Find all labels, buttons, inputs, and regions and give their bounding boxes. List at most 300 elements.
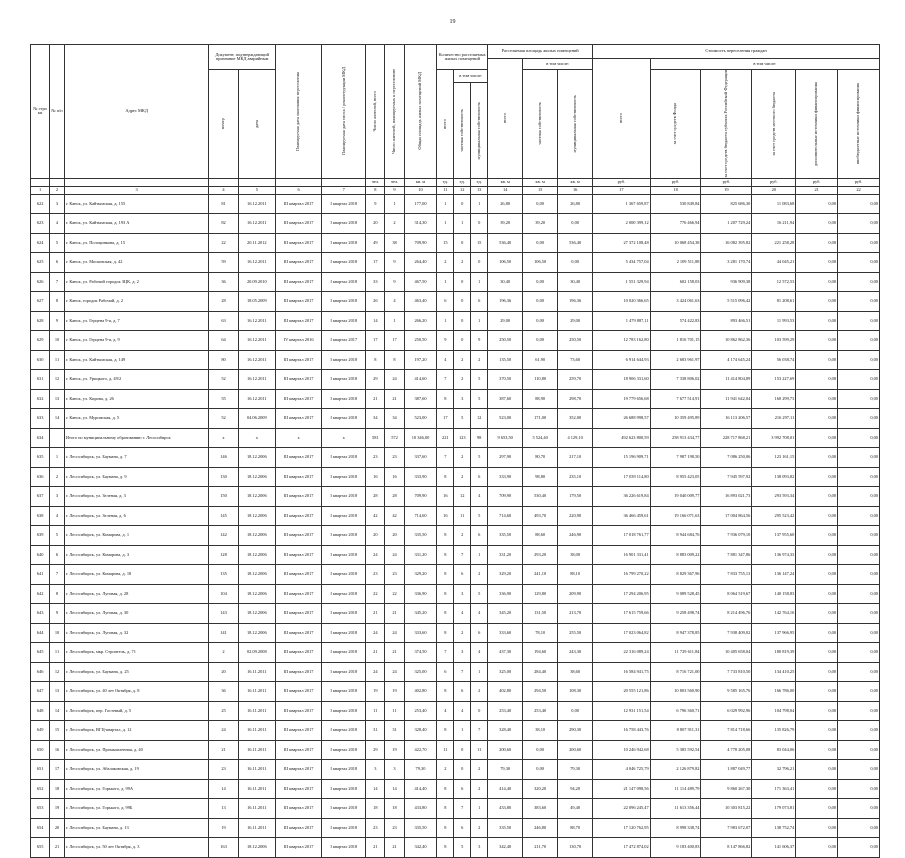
cell-cost-excess: 0,00 — [838, 760, 880, 780]
cell-cost-local: 141 606,37 — [752, 838, 796, 858]
cell-plan-end: III квартал 2017 — [275, 233, 321, 253]
cell-total-area: 345,20 — [404, 604, 437, 624]
cell-cost-excess: 0,00 — [838, 272, 880, 292]
cell-doc-date: 18.05.2009 — [238, 292, 275, 312]
cell-address: г. Лесосибирск, ул. Комарова, д. 3 — [64, 545, 209, 565]
cell-row-number: 638 — [31, 506, 50, 526]
cell-cost-total: 12 783 162,80 — [593, 331, 651, 351]
cell-total-area: 414,40 — [404, 779, 437, 799]
cell-cost-extra: 0,00 — [796, 662, 838, 682]
cell-count-private: 2 — [454, 526, 471, 546]
cell-cost-total: 22 096 245,47 — [593, 799, 651, 819]
cell-residents-plan: 2 — [385, 214, 404, 234]
cell-area-total: 253,40 — [488, 701, 523, 721]
cell-cost-fund: 8 883 009,22 — [650, 545, 701, 565]
cell-total-area: 264,40 — [404, 253, 437, 273]
cell-plan-end: III квартал 2017 — [275, 526, 321, 546]
cell-plan-demolish: I квартал 2018 — [322, 760, 366, 780]
cell-cost-fund: 9 183 400,83 — [650, 838, 701, 858]
cell-cost-regional: 936 909,38 — [701, 272, 752, 292]
cell-cost-fund: 8 947 378,85 — [650, 623, 701, 643]
cell-cost-excess: 0,00 — [838, 214, 880, 234]
cell-count-municipal: 2 — [471, 760, 488, 780]
cell-count-total: 1 — [437, 214, 454, 234]
cell-doc-date: 18.12.2006 — [238, 467, 275, 487]
cell-residents: 9 — [366, 194, 385, 214]
cell-residents: 33 — [366, 272, 385, 292]
cell-cost-regional: 4 778 205,08 — [701, 740, 752, 760]
cell-doc-date: 20.11.2012 — [238, 233, 275, 253]
cell-residents: 24 — [366, 545, 385, 565]
cell-item-number: 5 — [50, 526, 65, 546]
cell-plan-demolish: I квартал 2018 — [322, 643, 366, 663]
cell-doc-number: 14 — [209, 779, 238, 799]
cell-row-number: 647 — [31, 682, 50, 702]
cell-count-private: 4 — [454, 701, 471, 721]
cell-residents-plan: 19 — [385, 682, 404, 702]
cell-plan-demolish: I квартал 2018 — [322, 487, 366, 507]
cell-item-number: 12 — [50, 370, 65, 390]
cell-count-total: 16 — [437, 487, 454, 507]
cell-cost-extra: 0,00 — [796, 643, 838, 663]
cell-count-private: 6 — [454, 682, 471, 702]
cell-cost-regional: 7 881 347,86 — [701, 545, 752, 565]
cell-area-municipal: 4 129,10 — [558, 428, 593, 448]
cell-area-total: 196,36 — [488, 292, 523, 312]
cell-cost-total: 16 584 941,75 — [593, 662, 651, 682]
cell-count-total: 6 — [437, 292, 454, 312]
cell-address: г. Канск, ул. Полоцинкова, д. 15 — [64, 233, 209, 253]
cell-address: г. Лесосибирск, ул. Горького, д. 99Б — [64, 799, 209, 819]
cell-count-total: 8 — [437, 467, 454, 487]
cell-row-number: 628 — [31, 311, 50, 331]
cell-area-total: 200,60 — [488, 740, 523, 760]
cell-cost-total: 18 906 331,60 — [593, 370, 651, 390]
cell-cost-excess: 0,00 — [838, 506, 880, 526]
cell-cost-excess: 0,00 — [838, 448, 880, 468]
cell-residents: 49 — [366, 233, 385, 253]
table-row — [31, 760, 880, 780]
cell-doc-number: 13 — [209, 799, 238, 819]
cell-cost-total: 492 623 800,59 — [593, 428, 651, 448]
cell-area-private: 320,20 — [523, 779, 558, 799]
cell-cost-fund: 8 716 721,00 — [650, 662, 701, 682]
table-row — [31, 253, 880, 273]
cell-count-municipal: 5 — [471, 506, 488, 526]
cell-item-number: 9 — [50, 311, 65, 331]
cell-cost-regional: 7 814 718,66 — [701, 721, 752, 741]
cell-row-number: 642 — [31, 584, 50, 604]
cell-row-number: 637 — [31, 487, 50, 507]
cell-residents-plan: 14 — [385, 779, 404, 799]
cell-residents-plan: 4 — [385, 292, 404, 312]
cell-area-total: 345,20 — [488, 604, 523, 624]
cell-row-number: 640 — [31, 545, 50, 565]
cell-cost-total: 15 196 909,71 — [593, 448, 651, 468]
cell-cost-total: 19 779 656,68 — [593, 389, 651, 409]
cell-count-private: 2 — [454, 448, 471, 468]
cell-count-municipal: 1 — [471, 662, 488, 682]
table-row — [31, 740, 880, 760]
cell-count-total: 16 — [437, 506, 454, 526]
cell-plan-demolish: I квартал 2018 — [322, 506, 366, 526]
cell-area-private: 493,70 — [523, 506, 558, 526]
cell-cost-extra: 0,00 — [796, 487, 838, 507]
header-area-municipal: муниципальная собственность — [558, 70, 593, 179]
cell-doc-date: 20.09.2010 — [238, 272, 275, 292]
cell-cost-extra: 0,00 — [796, 506, 838, 526]
cell-area-total: 437,30 — [488, 643, 523, 663]
cell-plan-end: III квартал 2017 — [275, 272, 321, 292]
cell-row-number: 622 — [31, 194, 50, 214]
table-row — [31, 233, 880, 253]
cell-area-total: 250,50 — [488, 331, 523, 351]
cell-area-municipal: 108,30 — [558, 682, 593, 702]
cell-count-municipal: 9 — [471, 331, 488, 351]
cell-count-private: 0 — [454, 272, 471, 292]
cell-residents-plan: 24 — [385, 545, 404, 565]
cell-count-municipal: 98 — [471, 428, 488, 448]
cell-residents-plan: 23 — [385, 448, 404, 468]
header-residents: Число жителей, всего — [366, 45, 385, 179]
cell-cost-total: 1 551 329,94 — [593, 272, 651, 292]
cell-doc-date: 16.12.2011 — [238, 331, 275, 351]
cell-residents: 16 — [366, 467, 385, 487]
cell-count-total: 8 — [437, 721, 454, 741]
cell-address: г. Канск, ул. Кайтымская, д. 155 — [64, 194, 209, 214]
cell-cost-fund: 5 385 592,54 — [650, 740, 701, 760]
cell-item-number: 12 — [50, 662, 65, 682]
cell-area-total: 135,50 — [488, 350, 523, 370]
cell-plan-demolish: I квартал 2018 — [322, 389, 366, 409]
cell-address: г. Канск, ул. Урицкого, д. 49/2 — [64, 370, 209, 390]
cell-plan-end: III квартал 2017 — [275, 779, 321, 799]
table-row — [31, 389, 880, 409]
cell-area-municipal: 352,00 — [558, 409, 593, 429]
cell-residents: 26 — [366, 292, 385, 312]
cell-cost-fund: 6 796 360,71 — [650, 701, 701, 721]
cell-row-number: 632 — [31, 389, 50, 409]
cell-residents-plan: 9 — [385, 253, 404, 273]
cell-residents-plan: 38 — [385, 233, 404, 253]
cell-cost-regional: 4 174 645,24 — [701, 350, 752, 370]
cell-count-private: 0 — [454, 292, 471, 312]
cell-cost-local: 16 211,94 — [752, 214, 796, 234]
cell-total-area: 329,20 — [404, 565, 437, 585]
cell-count-private: 0 — [454, 311, 471, 331]
cell-residents: 23 — [366, 448, 385, 468]
cell-cost-fund: 8 944 684,76 — [650, 526, 701, 546]
cell-count-private: 6 — [454, 779, 471, 799]
cell-count-total: 8 — [437, 565, 454, 585]
cell-cost-local: 12 572,53 — [752, 272, 796, 292]
cell-plan-end: III квартал 2017 — [275, 370, 321, 390]
cell-doc-number: 146 — [209, 448, 238, 468]
cell-count-private: 1 — [454, 721, 471, 741]
resettlement-table — [30, 44, 880, 858]
cell-cost-extra: 0,00 — [796, 721, 838, 741]
cell-residents-plan: 19 — [385, 740, 404, 760]
cell-cost-fund: 19 166 071,63 — [650, 506, 701, 526]
cell-area-total: 328,40 — [488, 721, 523, 741]
cell-cost-local: 135 826,79 — [752, 721, 796, 741]
cell-total-area: 463,40 — [404, 292, 437, 312]
cell-cost-excess: 0,00 — [838, 350, 880, 370]
cell-count-municipal: 2 — [471, 682, 488, 702]
cell-row-number: 633 — [31, 409, 50, 429]
cell-area-municipal: 220,90 — [558, 506, 593, 526]
cell-cost-extra: 0,00 — [796, 448, 838, 468]
cell-cost-extra: 0,00 — [796, 233, 838, 253]
table-row — [31, 467, 880, 487]
cell-count-total: 8 — [437, 779, 454, 799]
cell-area-municipal: 196,36 — [558, 292, 593, 312]
cell-cost-regional: 8 214 496,76 — [701, 604, 752, 624]
cell-cost-local: 83 044,06 — [752, 740, 796, 760]
cell-plan-end: III квартал 2017 — [275, 292, 321, 312]
cell-item-number: 19 — [50, 799, 65, 819]
cell-doc-number: 36 — [209, 272, 238, 292]
table-row — [31, 604, 880, 624]
cell-plan-end: III квартал 2017 — [275, 721, 321, 741]
cell-residents: 18 — [366, 799, 385, 819]
cell-count-private: 0 — [454, 760, 471, 780]
cell-total-area: 422,70 — [404, 740, 437, 760]
cell-residents-plan: 3 — [385, 760, 404, 780]
cell-cost-total: 16 799 270,22 — [593, 565, 651, 585]
cell-count-private: 2 — [454, 370, 471, 390]
cell-cost-regional: 7 938 409,02 — [701, 623, 752, 643]
cell-address: г. Лесосибирск, ул. Зеленая, д. 3 — [64, 487, 209, 507]
cell-plan-end: III квартал 2017 — [275, 838, 321, 858]
cell-area-municipal: 235,10 — [558, 467, 593, 487]
cell-doc-date: 16.12.2011 — [238, 194, 275, 214]
cell-area-total: 26,80 — [488, 194, 523, 214]
cell-plan-end: III квартал 2017 — [275, 760, 321, 780]
cell-item-number: 13 — [50, 682, 65, 702]
cell-residents-plan: 34 — [385, 409, 404, 429]
cell-plan-demolish: I квартал 2018 — [322, 194, 366, 214]
cell-cost-total: 16 758 443,76 — [593, 721, 651, 741]
cell-total-area: 197,20 — [404, 350, 437, 370]
header-count-total: всего — [437, 70, 454, 179]
cell-doc-date: 16.12.2011 — [238, 311, 275, 331]
cell-cost-total: 10 020 366,65 — [593, 292, 651, 312]
cell-cost-local: 180 819,39 — [752, 643, 796, 663]
cell-area-private: 246,80 — [523, 818, 558, 838]
cell-count-municipal: 4 — [471, 643, 488, 663]
cell-count-municipal: 0 — [471, 214, 488, 234]
cell-address: г. Лесосибирск, ул. 40 лет Октября, д. 8 — [64, 682, 209, 702]
cell-area-total: 106,50 — [488, 253, 523, 273]
cell-item-number: 10 — [50, 331, 65, 351]
cell-address: г. Канск, ул. Муромская, д. 5 — [64, 409, 209, 429]
cell-cost-fund: 776 466,94 — [650, 214, 701, 234]
cell-cost-regional: 5 515 096,42 — [701, 292, 752, 312]
cell-cost-extra: 0,00 — [796, 409, 838, 429]
cell-doc-number: 24 — [209, 721, 238, 741]
cell-cost-local: 138 093,82 — [752, 467, 796, 487]
cell-count-municipal: 0 — [471, 253, 488, 273]
header-np: № п/п — [50, 45, 65, 179]
cell-area-total: 333,90 — [488, 467, 523, 487]
cell-cost-extra: 0,00 — [796, 682, 838, 702]
cell-area-private: 0,00 — [523, 760, 558, 780]
cell-area-private: 39,20 — [523, 214, 558, 234]
cell-plan-demolish: I квартал 2018 — [322, 409, 366, 429]
table-row — [31, 584, 880, 604]
cell-cost-local: 11 083,68 — [752, 194, 796, 214]
cell-row-number: 631 — [31, 370, 50, 390]
cell-total-area: 402,80 — [404, 682, 437, 702]
cell-area-private: 293,20 — [523, 545, 558, 565]
cell-cost-total: 6 914 644,93 — [593, 350, 651, 370]
table-row — [31, 506, 880, 526]
cell-plan-demolish: x — [322, 428, 366, 448]
cell-count-total: 8 — [437, 545, 454, 565]
cell-residents-plan: 24 — [385, 662, 404, 682]
cell-total-area: 709,90 — [404, 233, 437, 253]
cell-count-private: 0 — [454, 194, 471, 214]
cell-address: г. Лесосибирск, ул. Зеленая, д. 6 — [64, 506, 209, 526]
cell-item-number: 16 — [50, 740, 65, 760]
cell-area-private: 194,60 — [523, 643, 558, 663]
cell-area-private: 88,90 — [523, 389, 558, 409]
cell-doc-date: 18.12.2006 — [238, 565, 275, 585]
cell-doc-number: 21 — [209, 740, 238, 760]
cell-cost-fund: 10 068 454,38 — [650, 233, 701, 253]
cell-doc-date: 18.12.2006 — [238, 526, 275, 546]
cell-residents-plan: 23 — [385, 565, 404, 585]
cell-cost-extra: 0,00 — [796, 701, 838, 721]
cell-doc-date: 02.09.2008 — [238, 643, 275, 663]
table-row — [31, 565, 880, 585]
cell-count-total: 8 — [437, 584, 454, 604]
table-row — [31, 682, 880, 702]
cell-residents: 23 — [366, 818, 385, 838]
cell-plan-end: III квартал 2017 — [275, 682, 321, 702]
cell-count-total: 8 — [437, 682, 454, 702]
cell-cost-regional: 893 466,51 — [701, 311, 752, 331]
cell-doc-number: 128 — [209, 545, 238, 565]
cell-item-number: 20 — [50, 818, 65, 838]
cell-count-private: 7 — [454, 545, 471, 565]
cell-count-municipal: 6 — [471, 526, 488, 546]
cell-area-total: 29,00 — [488, 311, 523, 331]
cell-plan-demolish: I квартал 2018 — [322, 350, 366, 370]
cell-cost-excess: 0,00 — [838, 487, 880, 507]
cell-count-municipal: 6 — [471, 292, 488, 312]
cell-count-municipal: 3 — [471, 838, 488, 858]
cell-cost-local: 3 992 708,01 — [752, 428, 796, 448]
cell-plan-end: x — [275, 428, 321, 448]
cell-plan-end: III квартал 2017 — [275, 467, 321, 487]
cell-residents-plan: 1 — [385, 311, 404, 331]
table-row — [31, 526, 880, 546]
cell-plan-end: III квартал 2017 — [275, 623, 321, 643]
cell-row-number: 634 — [31, 428, 50, 448]
cell-cost-local: 123 161,15 — [752, 448, 796, 468]
cell-cost-excess: 0,00 — [838, 545, 880, 565]
cell-cost-local: 81 208,61 — [752, 292, 796, 312]
cell-cost-excess: 0,00 — [838, 701, 880, 721]
cell-cost-fund: 2 683 961,97 — [650, 350, 701, 370]
cell-plan-demolish: I квартал 2018 — [322, 604, 366, 624]
header-count-private: частная собственность — [454, 83, 471, 178]
cell-area-total: 333,60 — [488, 623, 523, 643]
cell-doc-number: 64 — [209, 331, 238, 351]
cell-residents: 11 — [366, 701, 385, 721]
cell-count-private: 6 — [454, 818, 471, 838]
cell-doc-date: 16.11.2011 — [238, 662, 275, 682]
cell-count-total: 7 — [437, 643, 454, 663]
cell-address: г. Лесосибирск, ул. Абалаковская, д. 19 — [64, 760, 209, 780]
cell-residents: 581 — [366, 428, 385, 448]
cell-count-private: 0 — [454, 233, 471, 253]
header-extra: дополнительные источники финансирования — [796, 70, 838, 179]
cell-address: г. Лесосибирск, ул. Бауманa, д. 13 — [64, 818, 209, 838]
cell-cost-extra: 0,00 — [796, 467, 838, 487]
cell-cost-regional: 7 945 597,92 — [701, 467, 752, 487]
cell-plan-demolish: I квартал 2018 — [322, 799, 366, 819]
cell-cost-fund: 8 998 338,74 — [650, 818, 701, 838]
header-doc-group: Документ, подтверждающий признание МКД аварийным — [209, 45, 276, 70]
cell-area-private: 78,10 — [523, 623, 558, 643]
cell-doc-number: x — [209, 428, 238, 448]
cell-cost-excess: 0,00 — [838, 818, 880, 838]
cell-area-municipal: 88,70 — [558, 818, 593, 838]
cell-plan-end: III квартал 2017 — [275, 214, 321, 234]
cell-doc-number: 22 — [209, 233, 238, 253]
table-row — [31, 779, 880, 799]
cell-cost-total: 22 316 089,24 — [593, 643, 651, 663]
cell-cost-local: 142 764,16 — [752, 604, 796, 624]
cell-cost-total: 1 367 659,87 — [593, 194, 651, 214]
cell-cost-excess: 0,00 — [838, 643, 880, 663]
cell-item-number: 11 — [50, 350, 65, 370]
cell-doc-date: 18.12.2006 — [238, 838, 275, 858]
header-count-municipal: муниципальная собственность — [471, 83, 488, 178]
cell-doc-number: 80 — [209, 350, 238, 370]
cell-total-area: 266,20 — [404, 311, 437, 331]
cell-cost-fund: 7 987 198,50 — [650, 448, 701, 468]
cell-count-municipal: 5 — [471, 448, 488, 468]
cell-residents-plan: 24 — [385, 623, 404, 643]
cell-count-private: 0 — [454, 331, 471, 351]
cell-count-private: 2 — [454, 623, 471, 643]
table-row — [31, 350, 880, 370]
cell-area-private: 253,40 — [523, 701, 558, 721]
cell-cost-local: 136 147,24 — [752, 565, 796, 585]
cell-count-private: 2 — [454, 467, 471, 487]
cell-address: г. Канск, ул. Кайтымская, д. 149 — [64, 350, 209, 370]
cell-item-number: 7 — [50, 565, 65, 585]
cell-cost-regional: 7 733 810,50 — [701, 662, 752, 682]
cell-cost-excess: 0,00 — [838, 584, 880, 604]
cell-count-municipal: 1 — [471, 799, 488, 819]
cell-cost-total: 17 615 759,66 — [593, 604, 651, 624]
cell-area-private: 530,40 — [523, 487, 558, 507]
cell-item-number: 17 — [50, 760, 65, 780]
cell-cost-local: 221 258,28 — [752, 233, 796, 253]
cell-count-municipal: 7 — [471, 721, 488, 741]
cell-area-municipal: 243,30 — [558, 643, 593, 663]
cell-cost-total: 17 294 206,95 — [593, 584, 651, 604]
cell-count-total: 8 — [437, 526, 454, 546]
cell-plan-demolish: I квартал 2018 — [322, 623, 366, 643]
cell-cost-local: 44 045,21 — [752, 253, 796, 273]
cell-area-municipal: 130,70 — [558, 838, 593, 858]
